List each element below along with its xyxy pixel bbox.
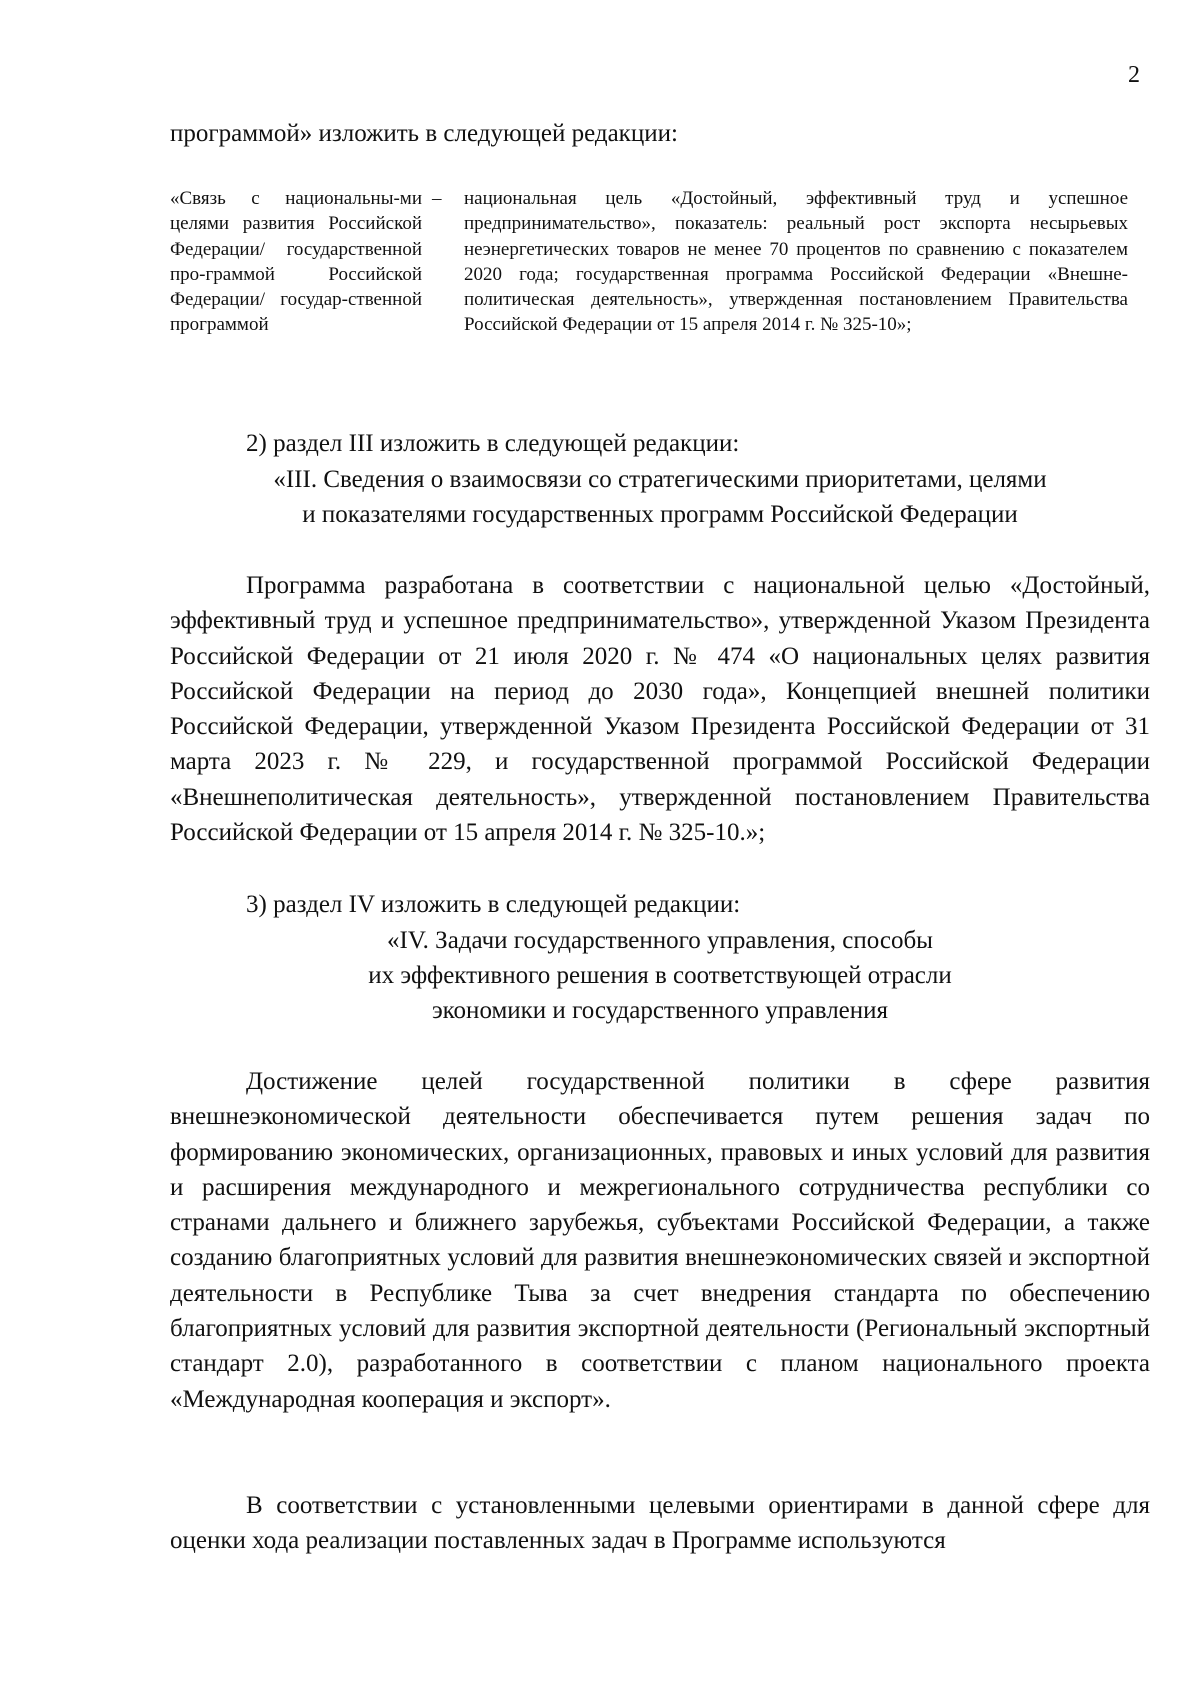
section3-heading-line2: и показателями государственных программ Российской Федерации xyxy=(302,501,1018,528)
intro-line: программой» изложить в следующей редакции: xyxy=(170,120,678,147)
section4-paragraph2: В соответствии с установленными целевыми ориентирами в данной сфере для оценки хода реализации поставленных задач в Программе используются xyxy=(170,1492,1150,1555)
section3-paragraph: Программа разработана в соответствии с национальной целью «Достойный, эффективный труд и успешное предпринимательство», утвержденной Указом Президента Российской Федерации от 21 июля 2020 г. № 474 «О национальных целях развития Российской Федерации на период до 2030 года», Концепцией внешней политики Российской Федерации, утвержденной Указом Президента Российской Федерации от 31 марта 2023 г. № 229, и государственной программой Российской Федерации «Внешнеполитическая деятельность», утвержденной постановлением Правительства Российской Федерации от 15 апреля 2014 г. № 325-10.»; xyxy=(170,572,1150,847)
section3-heading-line1: «III. Сведения о взаимосвязи со стратегическими приоритетами, целями xyxy=(273,466,1047,493)
section4-heading-line2: их эффективного решения в соответствующей отрасли xyxy=(368,962,952,989)
section4-instruction: 3) раздел IV изложить в следующей редакции: xyxy=(246,891,741,918)
passport-row-label: «Связь с национальны-ми целями развития Российской Федерации/ государственной про-граммой Российской Федерации/ государ-ственной программой xyxy=(170,188,422,336)
section3-instruction: 2) раздел III изложить в следующей редакции: xyxy=(246,430,740,457)
section4-paragraph1: Достижение целей государственной политики в сфере развития внешнеэкономической деятельности обеспечивается путем решения задач по формированию экономических, организационных, правовых и иных условий для развития и расширения международного и межрегионального сотрудничества республики со странами дальнего и ближнего зарубежья, субъектами Российской Федерации, а также созданию благоприятных условий для развития внешнеэкономических связей и экспортной деятельности в Республике Тыва за счет внедрения стандарта по обеспечению благоприятных условий для развития экспортной деятельности (Региональный экспортный стандарт 2.0), разработанного в соответствии с планом национального проекта «Международная кооперация и экспорт». xyxy=(170,1068,1150,1413)
section4-heading-line3: экономики и государственного управления xyxy=(431,997,889,1024)
section4-heading-line1: «IV. Задачи государственного управления, способы xyxy=(387,927,933,954)
passport-row-value: национальная цель «Достойный, эффективный труд и успешное предпринимательство», показатель: реальный рост экспорта несырьевых неэнергетических товаров не менее 70 процентов по сравнению с показателем 2020 года; государственная программа Российской Федерации «Внешне-политическая деятельность», утвержденная постановлением Правительства Российской Федерации от 15 апреля 2014 г. № 325-10»; xyxy=(464,188,1128,336)
passport-row-dash: – xyxy=(432,188,442,209)
page-number: 2 xyxy=(1128,62,1140,88)
